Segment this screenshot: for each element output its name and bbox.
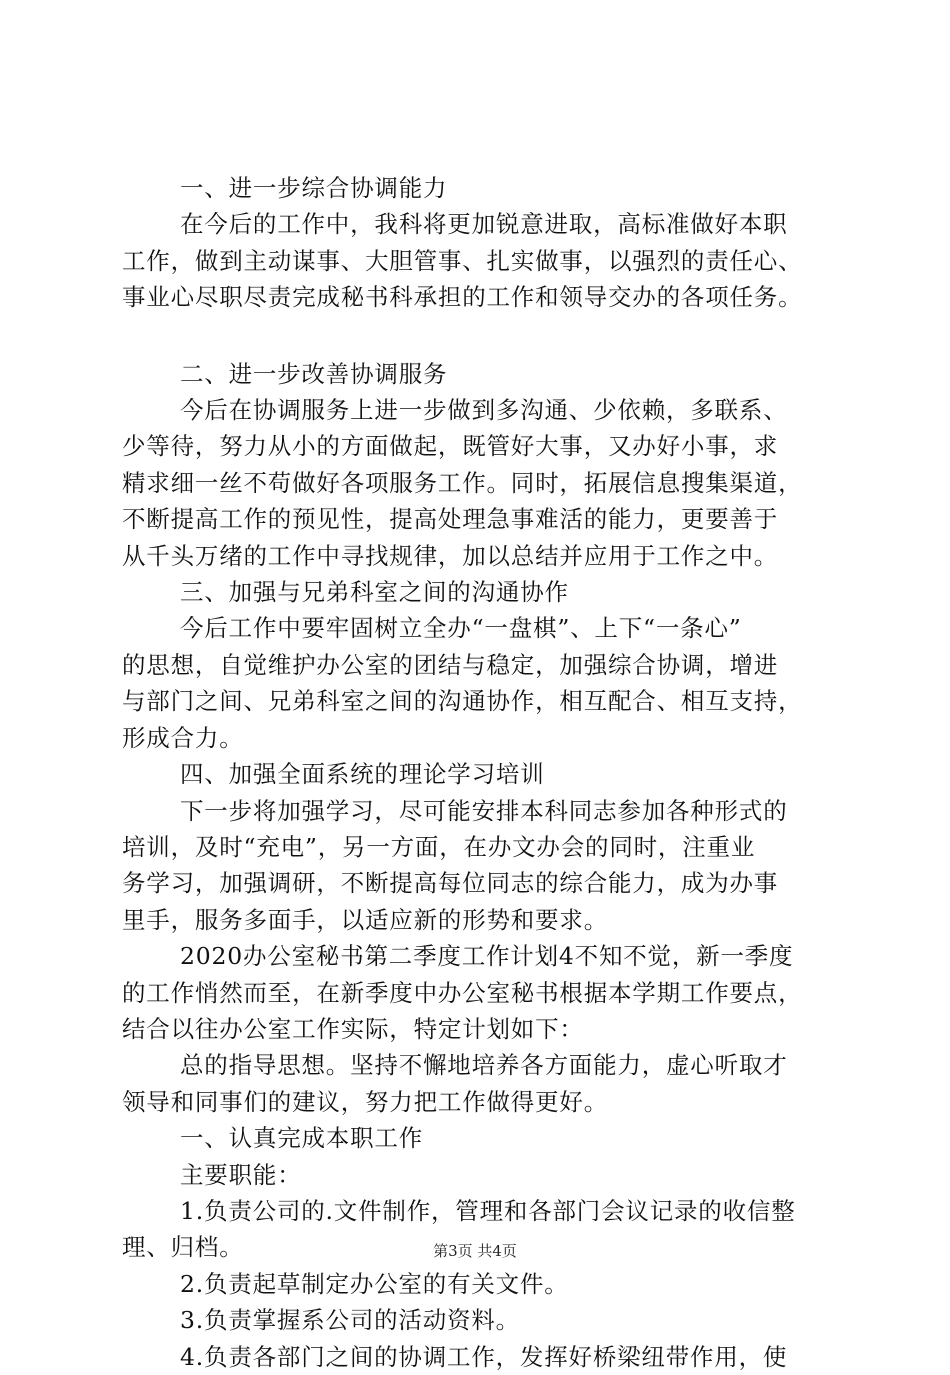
paragraph-line: 今后工作中要牢固树立全办“一盘棋”、上下“一条心” bbox=[180, 614, 742, 643]
section-heading-5: 一、认真完成本职工作 bbox=[180, 1124, 423, 1153]
document-body bbox=[122, 170, 838, 1375]
paragraph-line: 不断提高工作的预见性，提高处理急事难活的能力，更要善于 bbox=[122, 505, 779, 534]
list-item: 2.负责起草制定办公室的有关文件。 bbox=[180, 1269, 569, 1298]
section-heading-3: 三、加强与兄弟科室之间的沟通协作 bbox=[180, 578, 569, 607]
paragraph-line: 下一步将加强学习，尽可能安排本科同志参加各种形式的 bbox=[180, 796, 788, 825]
paragraph-line: 的工作悄然而至，在新季度中办公室秘书根据本学期工作要点， bbox=[122, 978, 803, 1007]
paragraph-line: 主要职能： bbox=[180, 1160, 302, 1189]
paragraph-line: 形成合力。 bbox=[122, 723, 244, 752]
paragraph-line: 与部门之间、兄弟科室之间的沟通协作，相互配合、相互支持， bbox=[122, 687, 803, 716]
paragraph-gap bbox=[122, 316, 838, 356]
list-item: 3.负责掌握系公司的活动资料。 bbox=[180, 1306, 520, 1335]
paragraph-line: 事业心尽职尽责完成秘书科承担的工作和领导交办的各项任务。 bbox=[122, 283, 803, 312]
list-item-continuation: 理、归档。 bbox=[122, 1233, 244, 1262]
paragraph-line: 总的指导思想。坚持不懈地培养各方面能力，虚心听取才 bbox=[180, 1051, 788, 1080]
section-heading-1: 一、进一步综合协调能力 bbox=[180, 174, 448, 202]
list-item: 1.负责公司的.文件制作，管理和各部门会议记录的收信整 bbox=[180, 1196, 796, 1225]
paragraph-line: 今后在协调服务上进一步做到多沟通、少依赖，多联系、 bbox=[180, 396, 788, 425]
paragraph-line: 里手，服务多面手，以适应新的形势和要求。 bbox=[122, 905, 608, 934]
paragraph-line: 领导和同事们的建议，努力把工作做得更好。 bbox=[122, 1087, 608, 1116]
page-footer: 第3页 共4页 bbox=[433, 1242, 517, 1260]
paragraph-line: 务学习，加强调研，不断提高每位同志的综合能力，成为办事 bbox=[122, 869, 779, 898]
paragraph-line: 结合以往办公室工作实际，特定计划如下： bbox=[122, 1014, 584, 1043]
paragraph-line: 在今后的工作中，我科将更加锐意进取，高标准做好本职 bbox=[180, 210, 788, 239]
paragraph-line: 精求细一丝不苟做好各项服务工作。同时，拓展信息搜集渠道， bbox=[122, 468, 803, 497]
paragraph-line: 从千头万绪的工作中寻找规律，加以总结并应用于工作之中。 bbox=[122, 541, 779, 570]
paragraph-line: 2020办公室秘书第二季度工作计划4不知不觉，新一季度 bbox=[180, 942, 794, 971]
paragraph-line: 少等待，努力从小的方面做起，既管好大事，又办好小事，求 bbox=[122, 432, 779, 461]
paragraph-line: 培训，及时“充电”，另一方面，在办文办会的同时，注重业 bbox=[122, 832, 756, 861]
paragraph-line: 的思想，自觉维护办公室的团结与稳定，加强综合协调，增进 bbox=[122, 650, 779, 679]
section-heading-4: 四、加强全面系统的理论学习培训 bbox=[180, 760, 545, 789]
paragraph-line: 工作，做到主动谋事、大胆管事、扎实做事，以强烈的责任心、 bbox=[122, 246, 803, 275]
section-heading-2: 二、进一步改善协调服务 bbox=[180, 359, 448, 388]
list-item: 4.负责各部门之间的协调工作，发挥好桥梁纽带作用，使 bbox=[180, 1342, 788, 1371]
